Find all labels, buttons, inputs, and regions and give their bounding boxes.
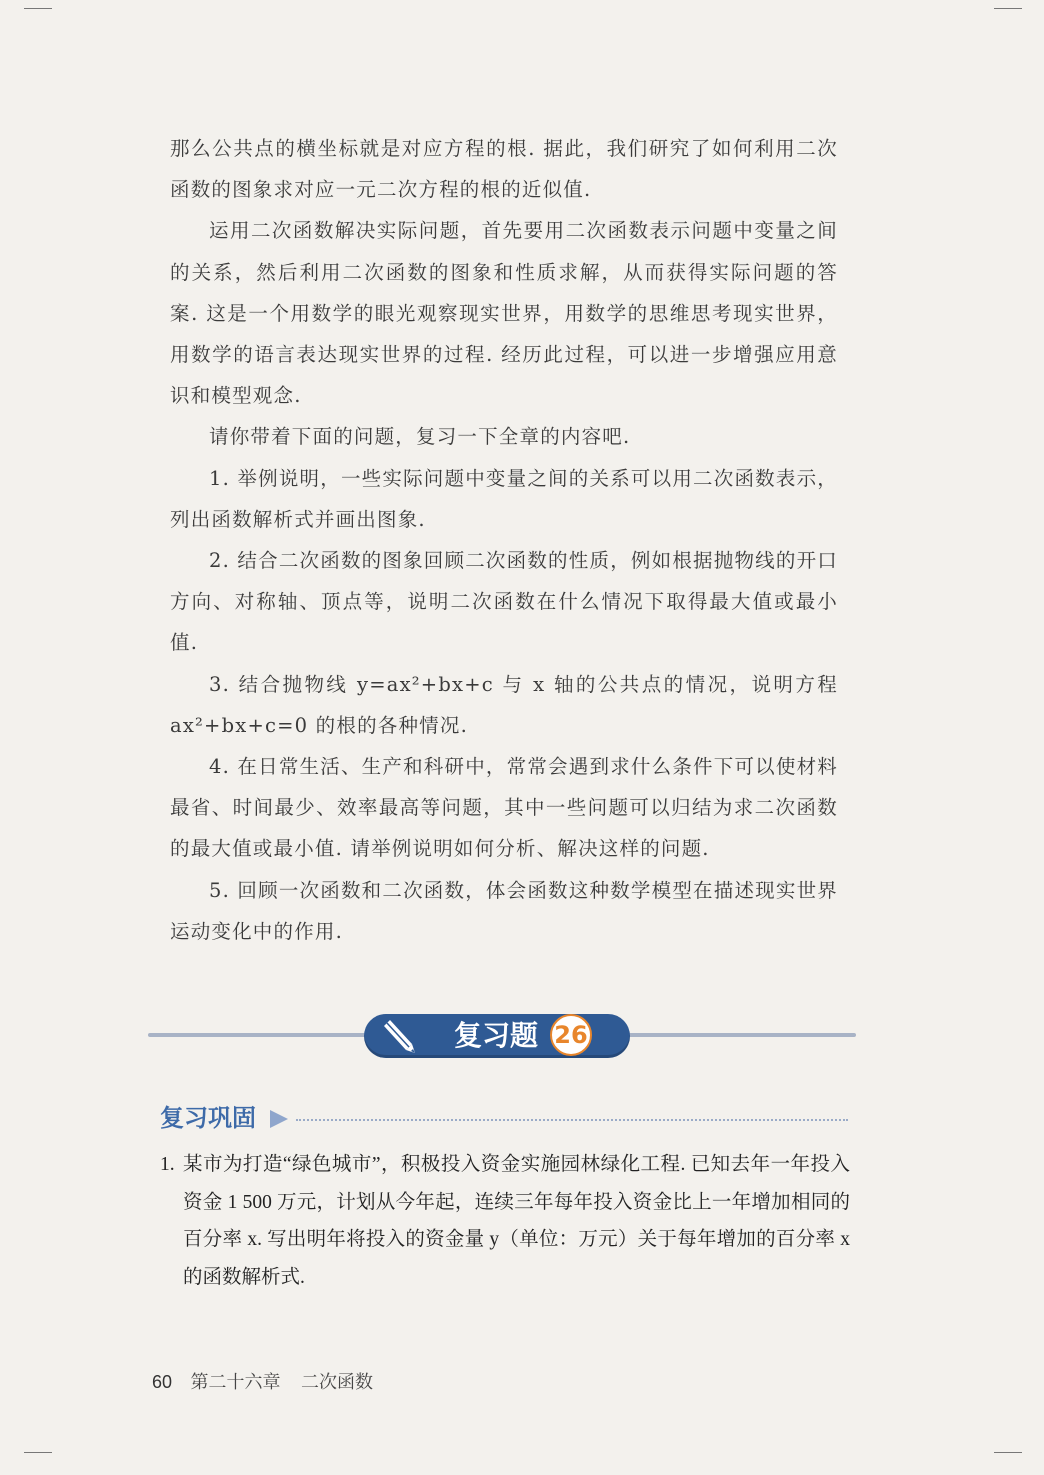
banner-rule-right	[626, 1033, 856, 1037]
body-text	[170, 128, 838, 952]
triangle-arrow-icon	[268, 1108, 290, 1130]
question-3: 3. 结合抛物线 y=ax²+bx+c 与 x 轴的公共点的情况，说明方程 ax²+bx+c=0 的根的各种情况.	[170, 672, 838, 737]
banner-rule-left	[148, 1033, 368, 1037]
exercise-1	[160, 1146, 850, 1296]
paragraph: 那么公共点的横坐标就是对应方程的根. 据此，我们研究了如何利用二次函数的图象求对应一元二次方程的根的近似值.	[170, 137, 838, 202]
chapter-label: 第二十六章	[190, 1372, 281, 1392]
section-divider	[296, 1119, 848, 1121]
crop-mark	[24, 1452, 52, 1453]
paragraph: 请你带着下面的问题，复习一下全章的内容吧.	[209, 425, 631, 449]
pencil-icon	[378, 1018, 418, 1056]
crop-mark	[24, 8, 52, 9]
question-2: 2. 结合二次函数的图象回顾二次函数的性质，例如根据抛物线的开口方向、对称轴、顶点等，说明二次函数在什么情况下取得最大值或最小值.	[170, 549, 838, 655]
section-title: 复习巩固	[160, 1104, 256, 1132]
chapter-badge: 26	[550, 1014, 592, 1056]
crop-mark	[994, 1452, 1022, 1453]
question-1: 1. 举例说明，一些实际问题中变量之间的关系可以用二次函数表示，列出函数解析式并画出图象.	[170, 466, 838, 531]
page-footer	[152, 1368, 373, 1394]
exercise-text: 某市为打造“绿色城市”，积极投入资金实施园林绿化工程. 已知去年一年投入资金 1 500 万元，计划从今年起，连续三年每年投入资金比上一年增加相同的百分率 x. 写出明年将投入的资金量 y（单位：万元）关于每年增加的百分率 x 的函数解析式.	[183, 1154, 850, 1288]
question-4: 4. 在日常生活、生产和科研中，常常会遇到求什么条件下可以使材料最省、时间最少、效率最高等问题，其中一些问题可以归结为求二次函数的最大值或最小值. 请举例说明如何分析、解决这样的问题.	[170, 755, 838, 861]
page-number: 60	[152, 1372, 173, 1392]
crop-mark	[994, 8, 1022, 9]
exercise-number: 1.	[160, 1154, 175, 1175]
banner-title: 复习题	[454, 1019, 539, 1052]
paragraph: 运用二次函数解决实际问题，首先要用二次函数表示问题中变量之间的关系，然后利用二次函数的图象和性质求解，从而获得实际问题的答案. 这是一个用数学的眼光观察现实世界，用数学的思维思考现实世界，用数学的语言表达现实世界的过程. 经历此过程，可以进一步增强应用意识和模型观念.	[170, 219, 838, 408]
chapter-title: 二次函数	[301, 1372, 374, 1392]
question-5: 5. 回顾一次函数和二次函数，体会函数这种数学模型在描述现实世界运动变化中的作用.	[170, 878, 838, 943]
